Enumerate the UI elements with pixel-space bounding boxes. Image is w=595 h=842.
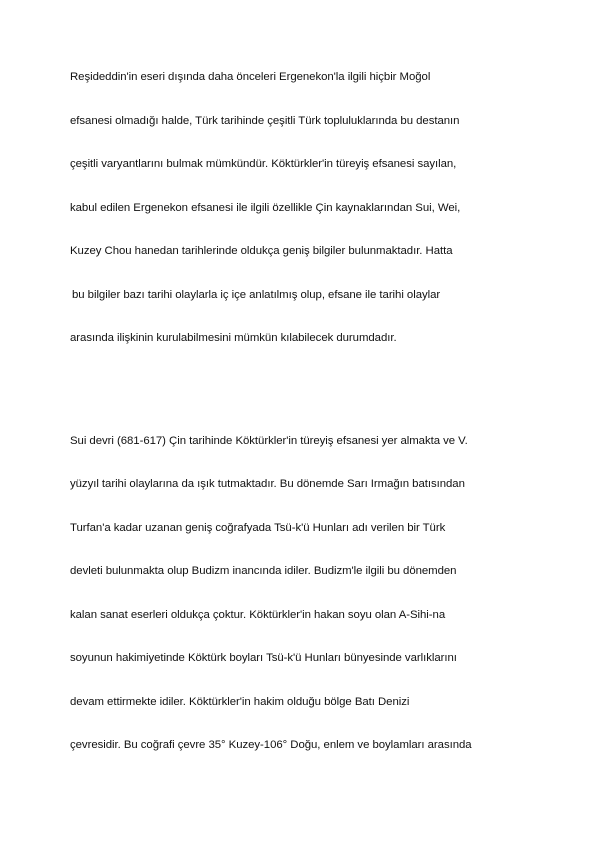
text-line: yüzyıl tarihi olaylarına da ışık tutmaktadır. Bu dönemde Sarı Irmağın batısından <box>70 478 465 490</box>
text-line: kalan sanat eserleri oldukça çoktur. Köktürkler'in hakan soyu olan A-Sihi-na <box>70 609 446 621</box>
text-line: Sui devri (681-617) Çin tarihinde Köktürkler'in türeyiş efsanesi yer almakta ve V. <box>70 435 468 447</box>
text-line: Turfan'a kadar uzanan geniş coğrafyada Tsü-k'ü Hunları adı verilen bir Türk <box>70 522 446 534</box>
text-line: çevresidir. Bu coğrafi çevre 35° Kuzey-106° Doğu, enlem ve boylamları arasında <box>70 739 472 751</box>
text-line: kabul edilen Ergenekon efsanesi ile ilgili özellikle Çin kaynaklarından Sui, Wei, <box>70 202 461 214</box>
text-line: arasında ilişkinin kurulabilmesini mümkün kılabilecek durumdadır. <box>70 332 397 344</box>
text-line: soyunun hakimiyetinde Köktürk boyları Tsü-k'ü Hunları bünyesinde varlıklarını <box>70 652 457 664</box>
text-line: çeşitli varyantlarını bulmak mümkündür. Köktürkler'in türeyiş efsanesi sayılan, <box>70 158 457 170</box>
text-line: Kuzey Chou hanedan tarihlerinde oldukça geniş bilgiler bulunmaktadır. Hatta <box>70 245 453 257</box>
text-line: Reşideddin'in eseri dışında daha önceleri Ergenekon'la ilgili hiçbir Moğol <box>70 71 431 83</box>
text-line: bu bilgiler bazı tarihi olaylarla iç içe anlatılmış olup, efsane ile tarihi olaylar <box>72 289 441 301</box>
text-line: efsanesi olmadığı halde, Türk tarihinde çeşitli Türk topluluklarında bu destanın <box>70 115 460 127</box>
text-line: devleti bulunmakta olup Budizm inancında idiler. Budizm'le ilgili bu dönemden <box>70 565 457 577</box>
text-line: devam ettirmekte idiler. Köktürkler'in hakim olduğu bölge Batı Denizi <box>70 696 410 708</box>
